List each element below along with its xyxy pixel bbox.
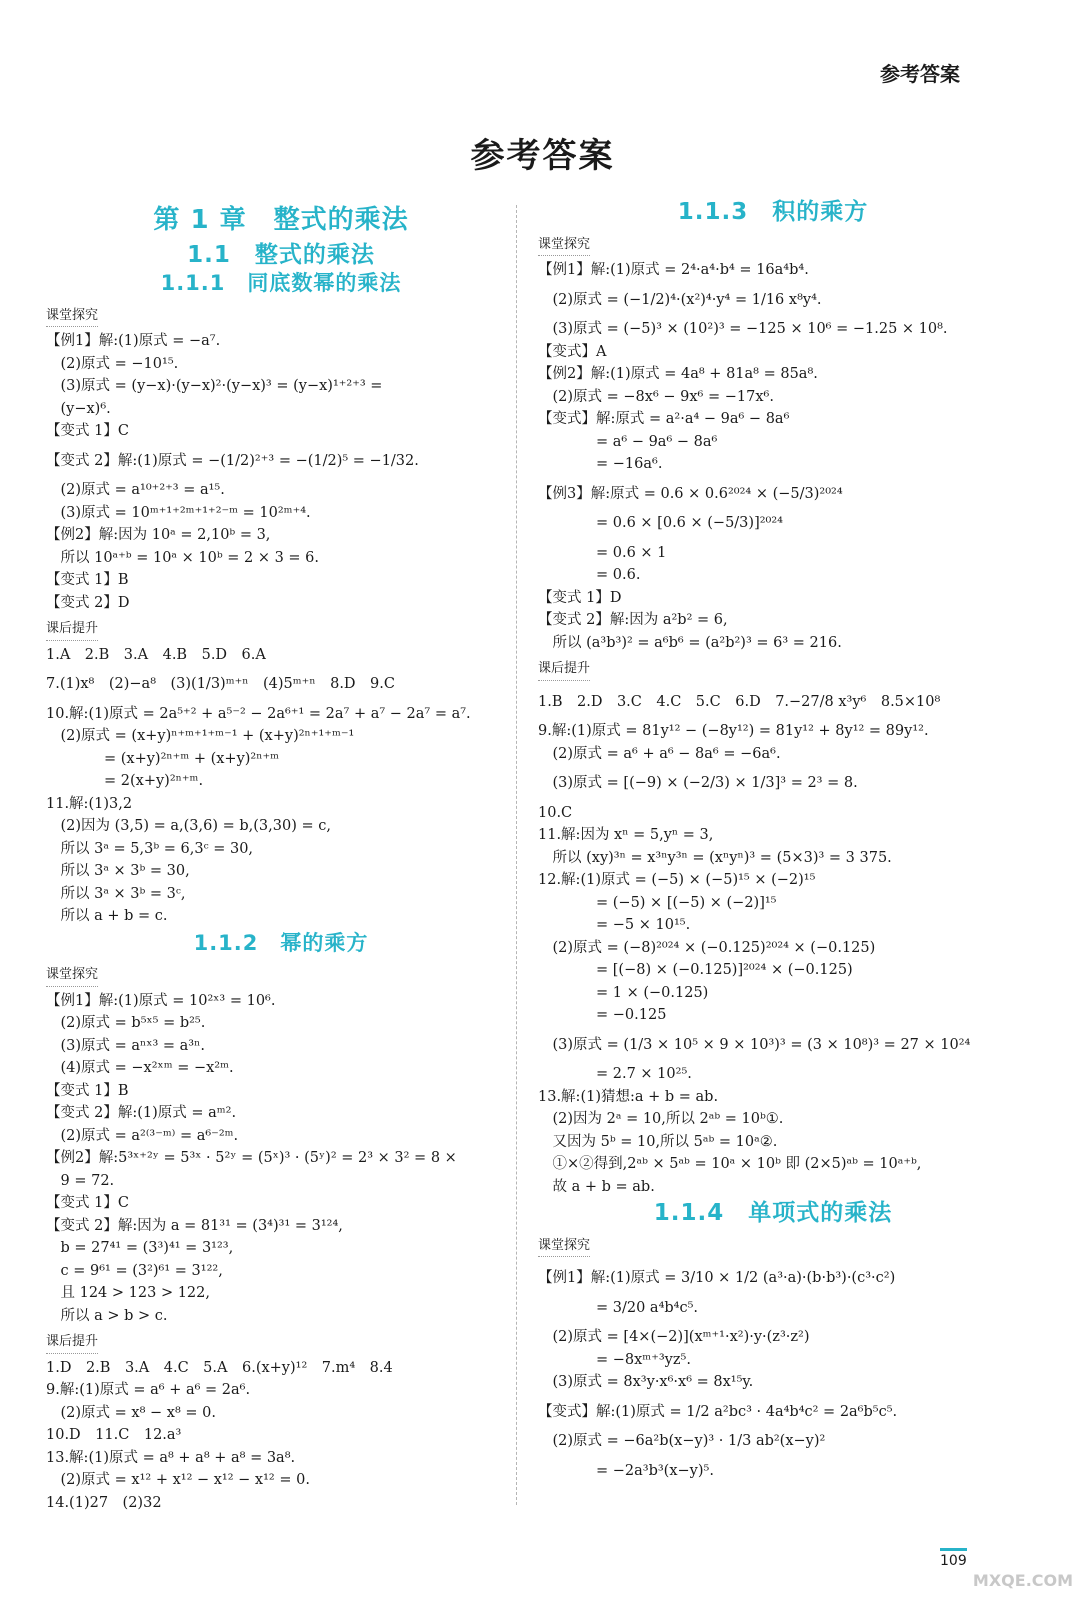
subsection-heading-1-1-2: 1.1.2 幂的乘方 xyxy=(193,930,369,955)
answer-line: = a⁶ − 9a⁶ − 8a⁶ xyxy=(538,433,718,450)
watermark-text: MXQE.COM xyxy=(972,1571,1074,1590)
tag-class-inquiry: 课堂探究 xyxy=(46,306,98,328)
answer-line: (3)原式 = aⁿˣ³ = a³ⁿ. xyxy=(46,1037,205,1054)
answer-line: 所以 a > b > c. xyxy=(46,1307,168,1324)
answer-line: 13.解:(1)原式 = a⁸ + a⁸ + a⁸ = 3a⁸. xyxy=(46,1449,296,1466)
answer-line: (3)原式 = [(−9) × (−2/3) × 1/3]³ = 2³ = 8. xyxy=(538,775,858,791)
answer-line: 【例1】解:(1)原式 = 3/10 × 1/2 (a³·a)·(b·b³)·(c³·c²) xyxy=(538,1270,896,1286)
answer-line: b = 27⁴¹ = (3³)⁴¹ = 3¹²³, xyxy=(46,1240,234,1256)
answer-line: ①×②得到,2ᵃᵇ × 5ᵃᵇ = 10ᵃ × 10ᵇ 即 (2×5)ᵃᵇ = 10ᵃ⁺ᵇ, xyxy=(538,1156,922,1172)
answer-line: = 3/20 a⁴b⁴c⁵. xyxy=(538,1299,699,1316)
answer-line: 故 a + b = ab. xyxy=(538,1178,655,1195)
answer-line: = −5 × 10¹⁵. xyxy=(538,917,691,933)
answer-line: (3)原式 = (1/3 × 10⁵ × 9 × 10³)³ = (3 × 10⁸)³ = 27 × 10²⁴ xyxy=(538,1036,971,1053)
answer-line: 【变式 1】C xyxy=(46,423,129,439)
answer-line: 所以 3ᵃ × 3ᵇ = 30, xyxy=(46,863,190,879)
answer-line: 【例1】解:(1)原式 = 10²ˣ³ = 10⁶. xyxy=(46,992,276,1009)
answer-line: c = 9⁶¹ = (3²)⁶¹ = 3¹²², xyxy=(46,1262,223,1279)
answer-line: (y−x)⁶. xyxy=(46,400,111,417)
right-column xyxy=(538,200,1008,1483)
answer-line: 14.(1)27 (2)32 xyxy=(46,1494,162,1511)
answer-line: 【变式 2】解:因为 a²b² = 6, xyxy=(538,612,728,628)
answers-block xyxy=(538,692,1008,1198)
answer-line: (2)原式 = −6a²b(x−y)³ · 1/3 ab²(x−y)² xyxy=(538,1433,826,1449)
answer-line: 【例2】解:(1)原式 = 4a⁸ + 81a⁸ = 85a⁸. xyxy=(538,366,818,382)
answer-line: (2)原式 = [4×(−2)](xᵐ⁺¹·x²)·y·(z³·z²) xyxy=(538,1329,810,1345)
answer-line: (2)原式 = a¹⁰⁺²⁺³ = a¹⁵. xyxy=(46,482,225,498)
answer-line: (2)原式 = a⁶ + a⁶ − 8a⁶ = −6a⁶. xyxy=(538,745,781,762)
answer-line: 12.解:(1)原式 = (−5) × (−5)¹⁵ × (−2)¹⁵ xyxy=(538,872,816,888)
answer-line: 所以 3ᵃ = 5,3ᵇ = 6,3ᶜ = 30, xyxy=(46,840,254,857)
answers-block xyxy=(46,1358,516,1514)
answer-line: 【变式 2】解:(1)原式 = −(1/2)²⁺³ = −(1/2)⁵ = −1/32. xyxy=(46,452,419,469)
watermark-logo xyxy=(968,1538,1078,1594)
answer-line: = −2a³b³(x−y)⁵. xyxy=(538,1462,714,1479)
subsection-heading-1-1-4: 1.1.4 单项式的乘法 xyxy=(653,1200,893,1226)
answer-line: 1.A 2.B 3.A 4.B 5.D 6.A xyxy=(46,646,266,663)
answer-line: 9 = 72. xyxy=(46,1172,115,1189)
answer-line: (2)原式 = a²⁽³⁻ᵐ⁾ = a⁶⁻²ᵐ. xyxy=(46,1127,239,1144)
tag-after-class: 课后提升 xyxy=(538,659,590,681)
answer-line: = 1 × (−0.125) xyxy=(538,984,709,1001)
answer-line: = (x+y)²ⁿ⁺ᵐ + (x+y)²ⁿ⁺ᵐ xyxy=(46,750,280,767)
answer-line: 【变式】解:原式 = a²·a⁴ − 9a⁶ − 8a⁶ xyxy=(538,411,790,427)
answer-line: 且 124 > 123 > 122, xyxy=(46,1285,210,1301)
answer-line: (2)原式 = b⁵ˣ⁵ = b²⁵. xyxy=(46,1015,206,1031)
answer-line: (2)原式 = x⁸ − x⁸ = 0. xyxy=(46,1404,216,1421)
answer-line: (4)原式 = −x²ˣᵐ = −x²ᵐ. xyxy=(46,1060,234,1076)
answer-line: 【变式 2】解:(1)原式 = aᵐ². xyxy=(46,1105,237,1121)
answers-block xyxy=(46,331,516,613)
answer-line: 【变式 1】D xyxy=(538,589,622,606)
answer-line: 11.解:因为 xⁿ = 5,yⁿ = 3, xyxy=(538,827,714,843)
answer-line: 9.解:(1)原式 = a⁶ + a⁶ = 2a⁶. xyxy=(46,1382,251,1398)
answers-block xyxy=(538,260,1008,653)
answer-line: 11.解:(1)3,2 xyxy=(46,795,133,812)
running-header: 参考答案 xyxy=(880,62,960,86)
answer-line: 【例2】解:因为 10ᵃ = 2,10ᵇ = 3, xyxy=(46,527,271,543)
answer-line: (2)原式 = (−8)²⁰²⁴ × (−0.125)²⁰²⁴ × (−0.125) xyxy=(538,939,876,956)
tag-after-class: 课后提升 xyxy=(46,619,98,641)
section-heading: 1.1 整式的乘法 xyxy=(187,241,375,268)
answer-line: (3)原式 = (−5)³ × (10²)³ = −125 × 10⁶ = −1.25 × 10⁸. xyxy=(538,321,948,337)
answer-line: 所以 (a³b³)² = a⁶b⁶ = (a²b²)³ = 6³ = 216. xyxy=(538,634,842,651)
tag-class-inquiry: 课堂探究 xyxy=(46,965,98,987)
answer-line: (2)原式 = x¹² + x¹² − x¹² − x¹² = 0. xyxy=(46,1472,310,1488)
answer-line: 所以 3ᵃ × 3ᵇ = 3ᶜ, xyxy=(46,885,186,902)
answer-line: 【例3】解:原式 = 0.6 × 0.6²⁰²⁴ × (−5/3)²⁰²⁴ xyxy=(538,485,843,502)
answer-line: (3)原式 = 8x³y·x⁶·x⁶ = 8x¹⁵y. xyxy=(538,1374,754,1390)
answer-line: 【变式 1】B xyxy=(46,1082,129,1099)
answer-line: 【变式】解:(1)原式 = 1/2 a²bc³ · 4a⁴b⁴c² = 2a⁶b⁵c⁵. xyxy=(538,1403,898,1420)
answer-line: = 0.6 × 1 xyxy=(538,544,667,561)
answer-line: 所以 10ᵃ⁺ᵇ = 10ᵃ × 10ᵇ = 2 × 3 = 6. xyxy=(46,549,320,566)
answer-line: 【变式 1】B xyxy=(46,572,129,588)
answer-line: 13.解:(1)猜想:a + b = ab. xyxy=(538,1088,719,1105)
answer-line: (2)原式 = (x+y)ⁿ⁺ᵐ⁺¹⁺ᵐ⁻¹ + (x+y)²ⁿ⁺¹⁺ᵐ⁻¹ xyxy=(46,728,355,744)
answer-line: 【变式 1】C xyxy=(46,1195,129,1211)
answer-line: 1.B 2.D 3.C 4.C 5.C 6.D 7.−27/8 x³y⁶ 8.5×10⁸ xyxy=(538,693,941,710)
answer-line: (2)原式 = −10¹⁵. xyxy=(46,355,179,372)
answer-line: = 2(x+y)²ⁿ⁺ᵐ. xyxy=(46,773,204,789)
tag-class-inquiry: 课堂探究 xyxy=(538,235,590,257)
answer-line: = −8xᵐ⁺³yz⁵. xyxy=(538,1351,691,1368)
page-number: 109 xyxy=(940,1548,967,1569)
answer-line: (3)原式 = 10ᵐ⁺¹⁺²ᵐ⁺¹⁺²⁻ᵐ = 10²ᵐ⁺⁴. xyxy=(46,504,311,521)
answers-block xyxy=(538,1268,1008,1481)
answer-line: = (−5) × [(−5) × (−2)]¹⁵ xyxy=(538,894,777,911)
answer-line: 10.解:(1)原式 = 2a⁵⁺² + a⁵⁻² − 2a⁶⁺¹ = 2a⁷ + a⁷ − 2a⁷ = a⁷. xyxy=(46,705,471,722)
page-title: 参考答案 xyxy=(470,136,615,176)
answer-line: 7.(1)x⁸ (2)−a⁸ (3)(1/3)ᵐ⁺ⁿ (4)5ᵐ⁺ⁿ 8.D 9.C xyxy=(46,676,395,692)
answer-line: (2)因为 2ᵃ = 10,所以 2ᵃᵇ = 10ᵇ①. xyxy=(538,1111,784,1127)
answer-line: 【变式】A xyxy=(538,343,607,360)
answer-line: 【变式 2】解:因为 a = 81³¹ = (3⁴)³¹ = 3¹²⁴, xyxy=(46,1217,343,1234)
answers-block xyxy=(46,645,516,927)
answer-line: 10.D 11.C 12.a³ xyxy=(46,1427,182,1443)
answer-line: 【例1】解:(1)原式 = −a⁷. xyxy=(46,333,221,349)
answer-line: 【例2】解:5³ˣ⁺²ʸ = 5³ˣ · 5²ʸ = (5ˣ)³ · (5ʸ)² = 2³ × 3² = 8 × xyxy=(46,1150,457,1166)
subsection-heading-1-1-1: 1.1.1 同底数幂的乘法 xyxy=(160,271,402,295)
answer-line: (2)原式 = (−1/2)⁴·(x²)⁴·y⁴ = 1/16 x⁸y⁴. xyxy=(538,291,822,308)
answer-line: = [(−8) × (−0.125)]²⁰²⁴ × (−0.125) xyxy=(538,962,853,978)
chapter-heading: 第 1 章 整式的乘法 xyxy=(153,205,409,235)
answer-line: 9.解:(1)原式 = 81y¹² − (−8y¹²) = 81y¹² + 8y¹² = 89y¹². xyxy=(538,723,929,739)
answer-line: = −0.125 xyxy=(538,1007,667,1023)
answer-line: 所以 a + b = c. xyxy=(46,908,168,924)
answer-line: 所以 (xy)³ⁿ = x³ⁿy³ⁿ = (xⁿyⁿ)³ = (5×3)³ = 3 375. xyxy=(538,849,892,866)
answer-line: 【例1】解:(1)原式 = 2⁴·a⁴·b⁴ = 16a⁴b⁴. xyxy=(538,262,809,278)
answers-block xyxy=(46,991,516,1327)
answer-line: = 0.6. xyxy=(538,567,641,583)
answer-line: (2)原式 = −8x⁶ − 9x⁶ = −17x⁶. xyxy=(538,388,774,405)
tag-class-inquiry: 课堂探究 xyxy=(538,1236,590,1258)
subsection-heading-1-1-3: 1.1.3 积的乘方 xyxy=(677,199,869,225)
answer-line: 又因为 5ᵇ = 10,所以 5ᵃᵇ = 10ᵃ②. xyxy=(538,1133,778,1150)
answer-line: 1.D 2.B 3.A 4.C 5.A 6.(x+y)¹² 7.m⁴ 8.4 xyxy=(46,1359,393,1376)
answer-line: = 2.7 × 10²⁵. xyxy=(538,1066,692,1082)
tag-after-class: 课后提升 xyxy=(46,1332,98,1354)
column-divider xyxy=(516,205,517,1505)
answer-line: = −16a⁶. xyxy=(538,456,663,472)
left-column xyxy=(46,200,516,1515)
answer-line: 10.C xyxy=(538,804,573,821)
answer-line: (3)原式 = (y−x)·(y−x)²·(y−x)³ = (y−x)¹⁺²⁺³ = xyxy=(46,378,383,394)
answer-line: = 0.6 × [0.6 × (−5/3)]²⁰²⁴ xyxy=(538,515,783,531)
answer-line: (2)因为 (3,5) = a,(3,6) = b,(3,30) = c, xyxy=(46,818,331,834)
answer-line: 【变式 2】D xyxy=(46,594,130,611)
